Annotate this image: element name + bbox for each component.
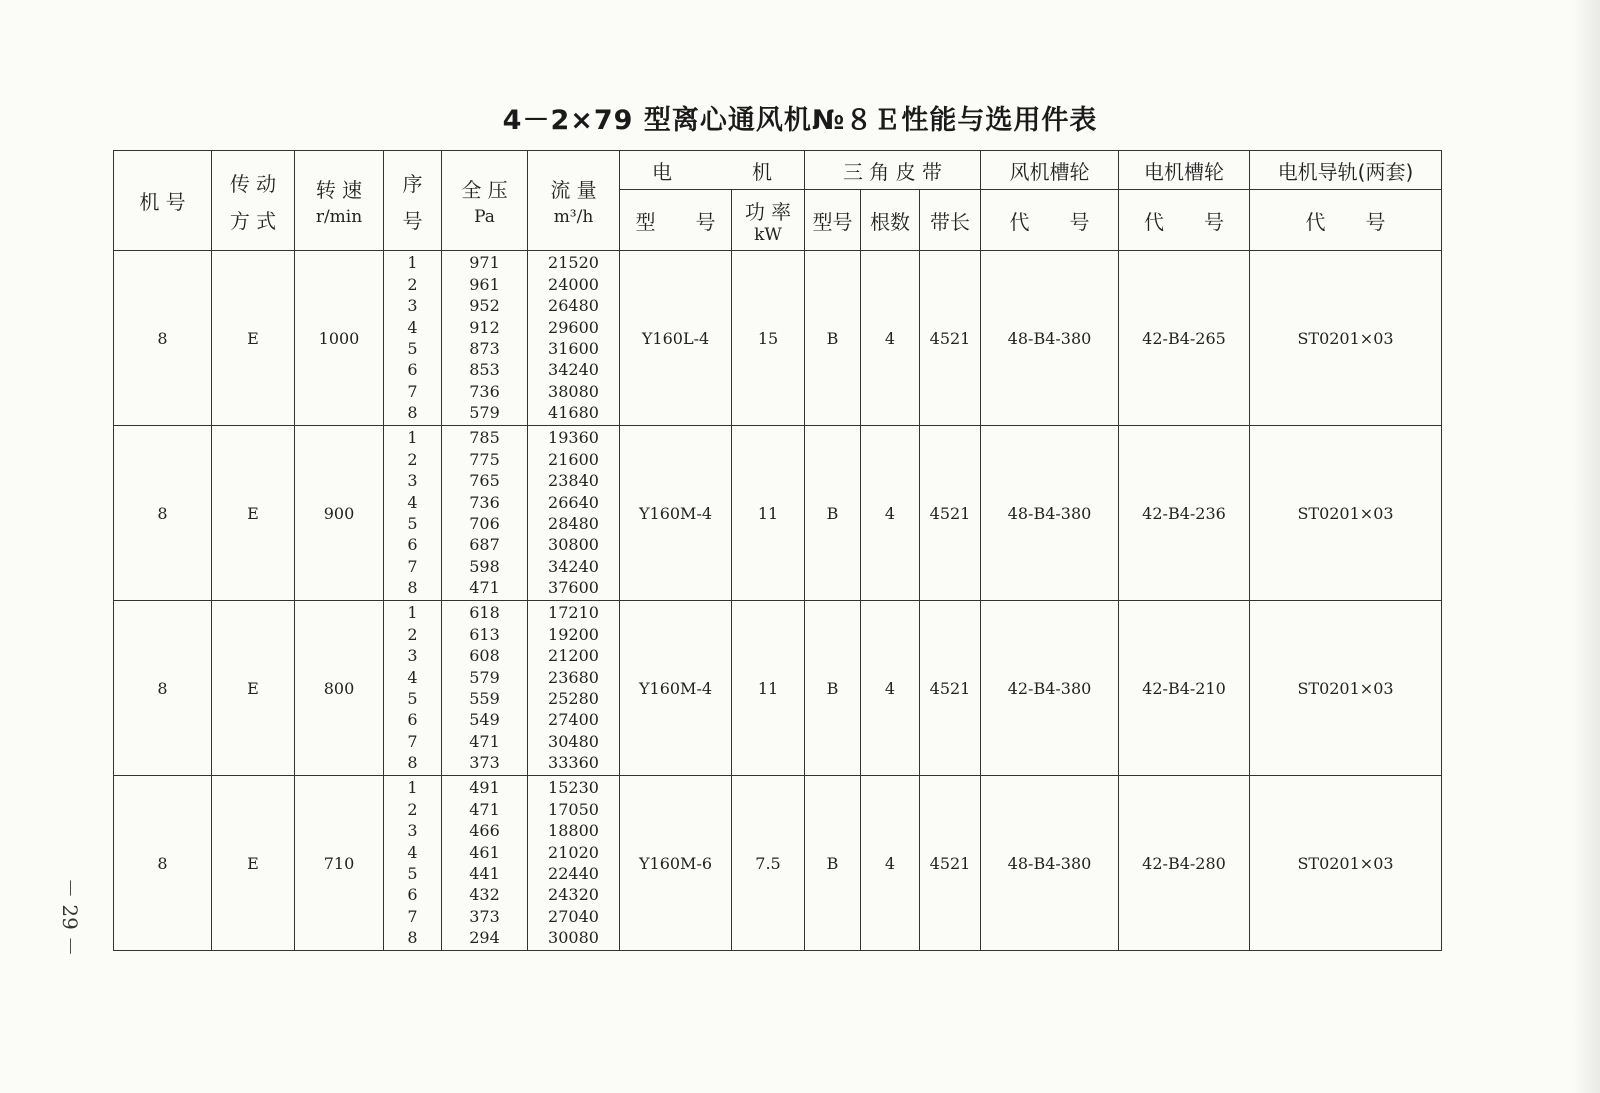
- header-rail-code: 代 号: [1250, 190, 1442, 251]
- seq-cell-value: 2: [407, 274, 418, 294]
- seq-cell-value: 3: [407, 471, 418, 491]
- pressure-cell-value: 471: [469, 799, 500, 819]
- seq-cell-value: 4: [407, 842, 418, 862]
- belt-length-cell: 4521: [920, 426, 981, 601]
- pressure-cell-value: 579: [469, 667, 500, 687]
- speed-cell: 710: [295, 776, 384, 951]
- table-row: [114, 426, 1442, 601]
- seq-cell-value: 8: [407, 578, 418, 598]
- flow-cell-value: 26640: [548, 492, 599, 512]
- motor-power-cell: 7.5: [732, 776, 805, 951]
- rail-cell: ST0201×03: [1250, 601, 1442, 776]
- header-belt: 三 角 皮 带: [805, 151, 981, 190]
- speed-cell: 1000: [295, 251, 384, 426]
- header-pressure: 全 压 Pa: [442, 151, 528, 251]
- belt-count-cell: 4: [861, 601, 920, 776]
- pressure-cell-value: 706: [469, 514, 500, 533]
- header-seq: 序 号: [384, 151, 442, 251]
- seq-cell-value: 5: [407, 339, 418, 358]
- seq-cell: [384, 601, 442, 776]
- header-fan-no: 机 号: [114, 151, 212, 251]
- pressure-cell-value: 687: [469, 535, 500, 555]
- flow-cell-value: 34240: [548, 556, 599, 576]
- flow-cell-value: 23840: [548, 471, 599, 491]
- pressure-cell-value: 961: [469, 274, 500, 294]
- pressure-cell-value: 432: [469, 885, 500, 905]
- table-row: [114, 251, 1442, 426]
- drive-cell: E: [212, 426, 295, 601]
- header-motor: 电 机: [620, 151, 805, 190]
- pressure-cell-value: 971: [469, 253, 500, 273]
- pressure-cell-value: 765: [469, 471, 500, 491]
- header-motor-pulley: 电机槽轮: [1119, 151, 1250, 190]
- fan-no-cell: 8: [114, 426, 212, 601]
- seq-cell-value: 5: [407, 689, 418, 708]
- fan-no-cell: 8: [114, 251, 212, 426]
- flow-cell-value: 17210: [548, 603, 599, 623]
- belt-type-cell: B: [805, 426, 861, 601]
- flow-cell-value: 18800: [548, 821, 599, 841]
- belt-length-cell: 4521: [920, 601, 981, 776]
- performance-table: [113, 150, 1442, 951]
- seq-cell-value: 7: [407, 556, 418, 576]
- seq-cell-value: 2: [407, 799, 418, 819]
- seq-cell-value: 1: [407, 253, 418, 273]
- flow-cell-value: 37600: [548, 578, 599, 598]
- seq-cell-value: 3: [407, 646, 418, 666]
- pressure-cell-value: 873: [469, 339, 500, 358]
- flow-cell-value: 23680: [548, 667, 599, 687]
- seq-cell-value: 1: [407, 428, 418, 448]
- belt-length-cell: 4521: [920, 251, 981, 426]
- motor-power-cell: 15: [732, 251, 805, 426]
- motor-power-cell: 11: [732, 426, 805, 601]
- header-speed: 转 速 r/min: [295, 151, 384, 251]
- motor-pulley-cell: 42-B4-280: [1119, 776, 1250, 951]
- flow-cell: [528, 776, 620, 951]
- motor-model-cell: Y160M-6: [620, 776, 732, 951]
- header-row-1: [114, 151, 1442, 190]
- belt-count-cell: 4: [861, 251, 920, 426]
- rail-cell: ST0201×03: [1250, 776, 1442, 951]
- belt-length-cell: 4521: [920, 776, 981, 951]
- pressure-cell-value: 466: [469, 821, 500, 841]
- pressure-cell-value: 775: [469, 449, 500, 469]
- flow-cell-value: 38080: [548, 381, 599, 401]
- page-edge-shadow: [1572, 0, 1600, 1093]
- flow-cell: [528, 601, 620, 776]
- header-motor-model: 型 号: [620, 190, 732, 251]
- pressure-cell: [442, 426, 528, 601]
- seq-cell-value: 5: [407, 514, 418, 533]
- seq-cell-value: 6: [407, 535, 418, 555]
- header-belt-length: 带长: [920, 190, 981, 251]
- fan-no-cell: 8: [114, 776, 212, 951]
- pressure-cell-value: 613: [469, 624, 500, 644]
- pressure-cell-value: 373: [469, 753, 500, 773]
- flow-cell-value: 22440: [548, 864, 599, 883]
- flow-cell-value: 25280: [548, 689, 599, 708]
- pressure-cell-value: 441: [469, 864, 500, 883]
- flow-cell-value: 21020: [548, 842, 599, 862]
- flow-cell-value: 34240: [548, 360, 599, 380]
- flow-cell: [528, 251, 620, 426]
- pressure-cell-value: 952: [469, 296, 500, 316]
- seq-cell-value: 5: [407, 864, 418, 883]
- seq-cell-value: 7: [407, 906, 418, 926]
- motor-model-cell: Y160L-4: [620, 251, 732, 426]
- table-row: [114, 601, 1442, 776]
- flow-cell-value: 27040: [548, 906, 599, 926]
- pressure-cell-value: 785: [469, 428, 500, 448]
- seq-cell-value: 6: [407, 885, 418, 905]
- header-rail: 电机导轨(两套): [1250, 151, 1442, 190]
- pressure-cell-value: 853: [469, 360, 500, 380]
- speed-cell: 800: [295, 601, 384, 776]
- flow-cell: [528, 426, 620, 601]
- belt-type-cell: B: [805, 776, 861, 951]
- speed-cell: 900: [295, 426, 384, 601]
- flow-cell-value: 31600: [548, 339, 599, 358]
- header-fan-pulley-code: 代 号: [981, 190, 1119, 251]
- seq-cell-value: 8: [407, 928, 418, 948]
- seq-cell-value: 1: [407, 603, 418, 623]
- pressure-cell: [442, 601, 528, 776]
- flow-cell-value: 21200: [548, 646, 599, 666]
- pressure-cell-value: 912: [469, 317, 500, 337]
- seq-cell-value: 8: [407, 753, 418, 773]
- seq-cell-value: 4: [407, 317, 418, 337]
- rail-cell: ST0201×03: [1250, 251, 1442, 426]
- seq-cell-value: 3: [407, 821, 418, 841]
- pressure-cell: [442, 251, 528, 426]
- flow-cell-value: 15230: [548, 778, 599, 798]
- header-fan-pulley: 风机槽轮: [981, 151, 1119, 190]
- drive-cell: E: [212, 776, 295, 951]
- seq-cell-value: 2: [407, 624, 418, 644]
- pressure-cell-value: 559: [469, 689, 500, 708]
- header-flow: 流 量 m³/h: [528, 151, 620, 251]
- motor-pulley-cell: 42-B4-210: [1119, 601, 1250, 776]
- pressure-cell-value: 461: [469, 842, 500, 862]
- motor-pulley-cell: 42-B4-236: [1119, 426, 1250, 601]
- flow-cell-value: 24320: [548, 885, 599, 905]
- motor-model-cell: Y160M-4: [620, 426, 732, 601]
- motor-power-cell: 11: [732, 601, 805, 776]
- flow-cell-value: 19200: [548, 624, 599, 644]
- pressure-cell-value: 549: [469, 710, 500, 730]
- fan-pulley-cell: 48-B4-380: [981, 251, 1119, 426]
- flow-cell-value: 41680: [548, 403, 599, 423]
- flow-cell-value: 26480: [548, 296, 599, 316]
- flow-cell-value: 24000: [548, 274, 599, 294]
- pressure-cell-value: 471: [469, 731, 500, 751]
- flow-cell-value: 21520: [548, 253, 599, 273]
- pressure-cell-value: 608: [469, 646, 500, 666]
- flow-cell-value: 30480: [548, 731, 599, 751]
- pressure-cell-value: 579: [469, 403, 500, 423]
- header-belt-type: 型号: [805, 190, 861, 251]
- pressure-cell-value: 373: [469, 906, 500, 926]
- seq-cell-value: 8: [407, 403, 418, 423]
- pressure-cell-value: 736: [469, 492, 500, 512]
- header-motor-power: 功 率 kW: [732, 190, 805, 251]
- pressure-cell-value: 618: [469, 603, 500, 623]
- drive-cell: E: [212, 251, 295, 426]
- seq-cell-value: 6: [407, 360, 418, 380]
- seq-cell: [384, 426, 442, 601]
- table-row: [114, 776, 1442, 951]
- flow-cell-value: 27400: [548, 710, 599, 730]
- motor-model-cell: Y160M-4: [620, 601, 732, 776]
- seq-cell-value: 7: [407, 381, 418, 401]
- flow-cell-value: 19360: [548, 428, 599, 448]
- motor-pulley-cell: 42-B4-265: [1119, 251, 1250, 426]
- belt-type-cell: B: [805, 601, 861, 776]
- belt-count-cell: 4: [861, 776, 920, 951]
- header-drive: 传 动 方 式: [212, 151, 295, 251]
- seq-cell: [384, 251, 442, 426]
- table-title: 4－2×79 型离心通风机№８Ｅ性能与选用件表: [502, 105, 1098, 136]
- page-number: － 29 －: [58, 877, 82, 957]
- pressure-cell-value: 598: [469, 556, 500, 576]
- pressure-cell: [442, 776, 528, 951]
- header-belt-count: 根数: [861, 190, 920, 251]
- fan-pulley-cell: 42-B4-380: [981, 601, 1119, 776]
- flow-cell-value: 21600: [548, 449, 599, 469]
- flow-cell-value: 33360: [548, 753, 599, 773]
- flow-cell-value: 28480: [548, 514, 599, 533]
- fan-pulley-cell: 48-B4-380: [981, 426, 1119, 601]
- pressure-cell-value: 736: [469, 381, 500, 401]
- fan-no-cell: 8: [114, 601, 212, 776]
- fan-pulley-cell: 48-B4-380: [981, 776, 1119, 951]
- seq-cell: [384, 776, 442, 951]
- flow-cell-value: 30080: [548, 928, 599, 948]
- seq-cell-value: 1: [407, 778, 418, 798]
- flow-cell-value: 29600: [548, 317, 599, 337]
- belt-count-cell: 4: [861, 426, 920, 601]
- seq-cell-value: 3: [407, 296, 418, 316]
- pressure-cell-value: 471: [469, 578, 500, 598]
- seq-cell-value: 4: [407, 492, 418, 512]
- flow-cell-value: 30800: [548, 535, 599, 555]
- belt-type-cell: B: [805, 251, 861, 426]
- drive-cell: E: [212, 601, 295, 776]
- seq-cell-value: 7: [407, 731, 418, 751]
- pressure-cell-value: 294: [469, 928, 500, 948]
- seq-cell-value: 6: [407, 710, 418, 730]
- header-motor-pulley-code: 代 号: [1119, 190, 1250, 251]
- pressure-cell-value: 491: [469, 778, 500, 798]
- flow-cell-value: 17050: [548, 799, 599, 819]
- seq-cell-value: 2: [407, 449, 418, 469]
- rail-cell: ST0201×03: [1250, 426, 1442, 601]
- seq-cell-value: 4: [407, 667, 418, 687]
